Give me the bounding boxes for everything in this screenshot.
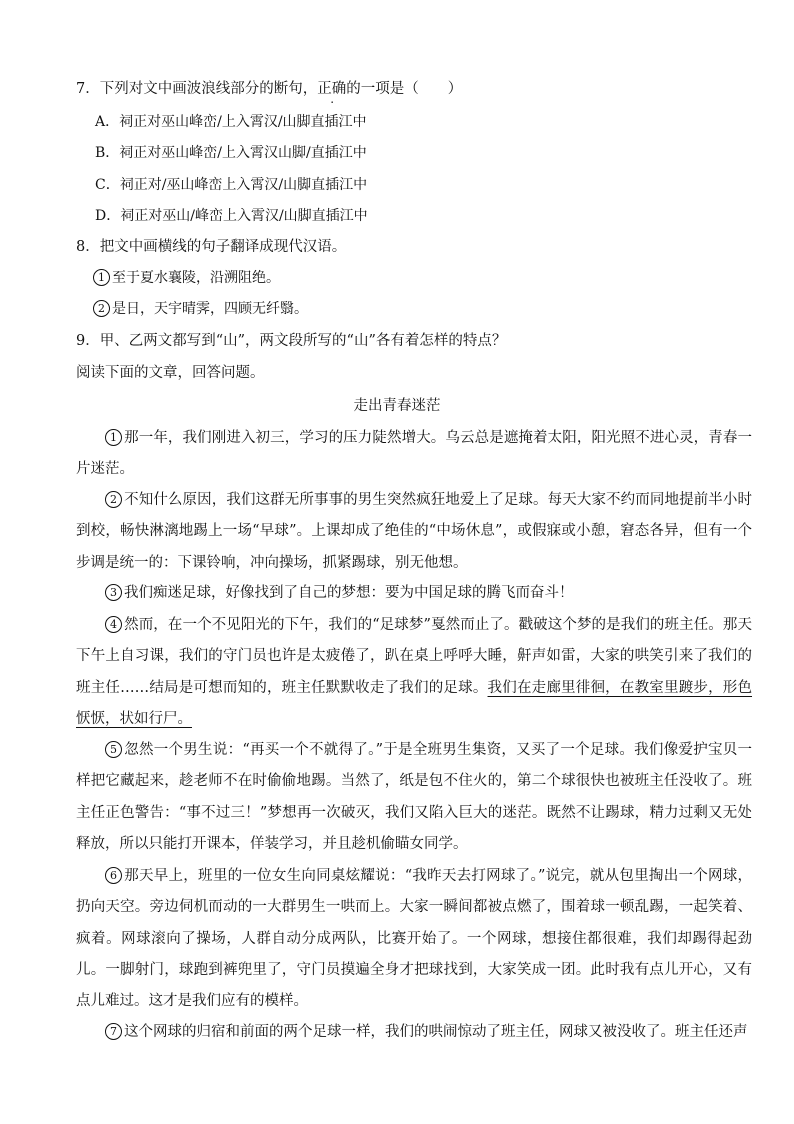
circled-number: 6 <box>105 867 122 884</box>
question-8 <box>76 237 346 257</box>
option-a <box>95 112 367 132</box>
option-text: 祠正对巫山峰峦/上入霄汉山脚/直插江中 <box>119 145 367 161</box>
underlined-sentence: 我们在走廊里徘徊，在教室里踱步，形色恹恹，状如行尸。 <box>76 679 753 727</box>
question-number: 9． <box>76 333 100 349</box>
paragraph-text: 我们痴迷足球，好像找到了自己的梦想：要为中国足球的腾飞而奋斗！ <box>124 585 574 601</box>
paragraph-text: 那一年，我们刚进入初三，学习的压力陡然增大。乌云总是遮掩着太阳，阳光照不进心灵，青春一片迷茫。 <box>76 430 752 478</box>
circled-number: 1 <box>93 269 110 286</box>
option-label: A． <box>95 114 120 130</box>
option-label: C． <box>95 177 120 193</box>
paragraph-1 <box>76 423 752 486</box>
paragraph-text: 忽然一个男生说：“再买一个不就得了。”于是全班男生集资，又买了一个足球。我们像爱护宝贝一样把它藏起来，趁老师不在时偷偷地踢。当然了，纸是包不住火的，第二个球很快也被班主任没收了。班主任正色警告：“事不过三！”梦想再一次破灭，我们又陷入巨大的迷茫。既然不让踢球，精力过剩又无处释放，所以只能打开课本，佯装学习，并且趁机偷瞄女同学。 <box>76 742 752 852</box>
reading-instruction: 阅读下面的文章，回答问题。 <box>76 365 265 381</box>
question-text: 把文中画横线的句子翻译成现代汉语。 <box>99 239 347 255</box>
paragraph-2 <box>76 485 752 579</box>
emphasis-dots: 正确 <box>317 81 347 97</box>
question-7 <box>76 79 462 99</box>
paragraph-text: 那天早上，班里的一位女生向同桌炫耀说：“我昨天去打网球了。”说完，就从包里掏出一个网球，扔向天空。旁边伺机而动的一大群男生一哄而上。大家一瞬间都被点燃了，围着球一顿乱踢，一起笑着、疯着。网球滚向了操场，人群自动分成两队，比赛开始了。一个网球，想接住都很难，我们却踢得起劲儿。一脚射门，球跑到裤兜里了，守门员摸遍全身才把球找到，大家笑成一团。此时我有点儿开心，又有点儿难过。这才是我们应有的模样。 <box>76 868 752 1010</box>
question-9 <box>76 331 506 351</box>
circled-number: 4 <box>105 616 122 633</box>
paragraph-text: 不知什么原因，我们这群无所事事的男生突然疯狂地爱上了足球。每天大家不约而同地提前半小时到校，畅快淋漓地踢上一场“早球”。上课却成了绝佳的“中场休息”，或假寐或小憩，窘态各异，但有一个步调是统一的：下课铃响，冲向操场，抓紧踢球，别无他想。 <box>76 492 752 571</box>
item-text: 至于夏水襄陵，沿溯阻绝。 <box>112 270 280 286</box>
circled-number: 3 <box>105 584 122 601</box>
article-title: 走出青春迷茫 <box>353 398 441 414</box>
question-number: 7． <box>76 81 100 97</box>
question-number: 8． <box>76 239 100 255</box>
circled-number: 5 <box>105 741 122 758</box>
circled-number: 7 <box>105 1023 122 1040</box>
item-text: 是日，天宇晴霁，四顾无纤翳。 <box>112 301 308 317</box>
circled-number: 2 <box>93 300 110 317</box>
paragraph-6 <box>76 861 752 1017</box>
paragraph-5 <box>76 735 752 860</box>
option-d <box>95 206 368 226</box>
paragraph-7 <box>76 1017 752 1048</box>
circled-number: 2 <box>105 491 122 508</box>
option-text: 祠正对/巫山峰峦上入霄汉/山脚直插江中 <box>119 177 368 193</box>
option-label: B． <box>95 145 120 161</box>
paragraph-text: 这个网球的归宿和前面的两个足球一样，我们的哄闹惊动了班主任，网球又被没收了。班主任还声 <box>124 1024 748 1040</box>
option-b <box>95 143 367 163</box>
question-text: 甲、乙两文都写到“山”，两文段所写的“山”各有着怎样的特点？ <box>99 333 507 349</box>
q8-item-1 <box>93 268 280 288</box>
q8-item-2 <box>93 299 308 319</box>
question-text-end: 的一项是（ ） <box>346 81 463 97</box>
option-text: 祠正对巫山峰峦/上入霄汉/山脚直插江中 <box>119 114 367 130</box>
circled-number: 1 <box>105 429 122 446</box>
question-text: 下列对文中画波浪线部分的断句， <box>99 81 318 97</box>
option-label: D． <box>95 208 121 224</box>
option-c <box>95 175 367 195</box>
paragraph-4 <box>76 610 752 735</box>
option-text: 祠正对巫山/峰峦上入霄汉/山脚直插江中 <box>120 208 368 224</box>
paragraph-text: 然而，在一个不见阳光的下午，我们的“足球梦”戛然而止了。戳破这个梦的是我们的班主任。那天下午上自习课，我们的守门员也许是太疲倦了，趴在桌上呼呼大睡，鼾声如雷，大家的哄笑引来了我们的班主任……结局是可想而知的，班主任默默收走了我们的足球。 <box>76 617 752 696</box>
paragraph-3 <box>76 578 752 609</box>
